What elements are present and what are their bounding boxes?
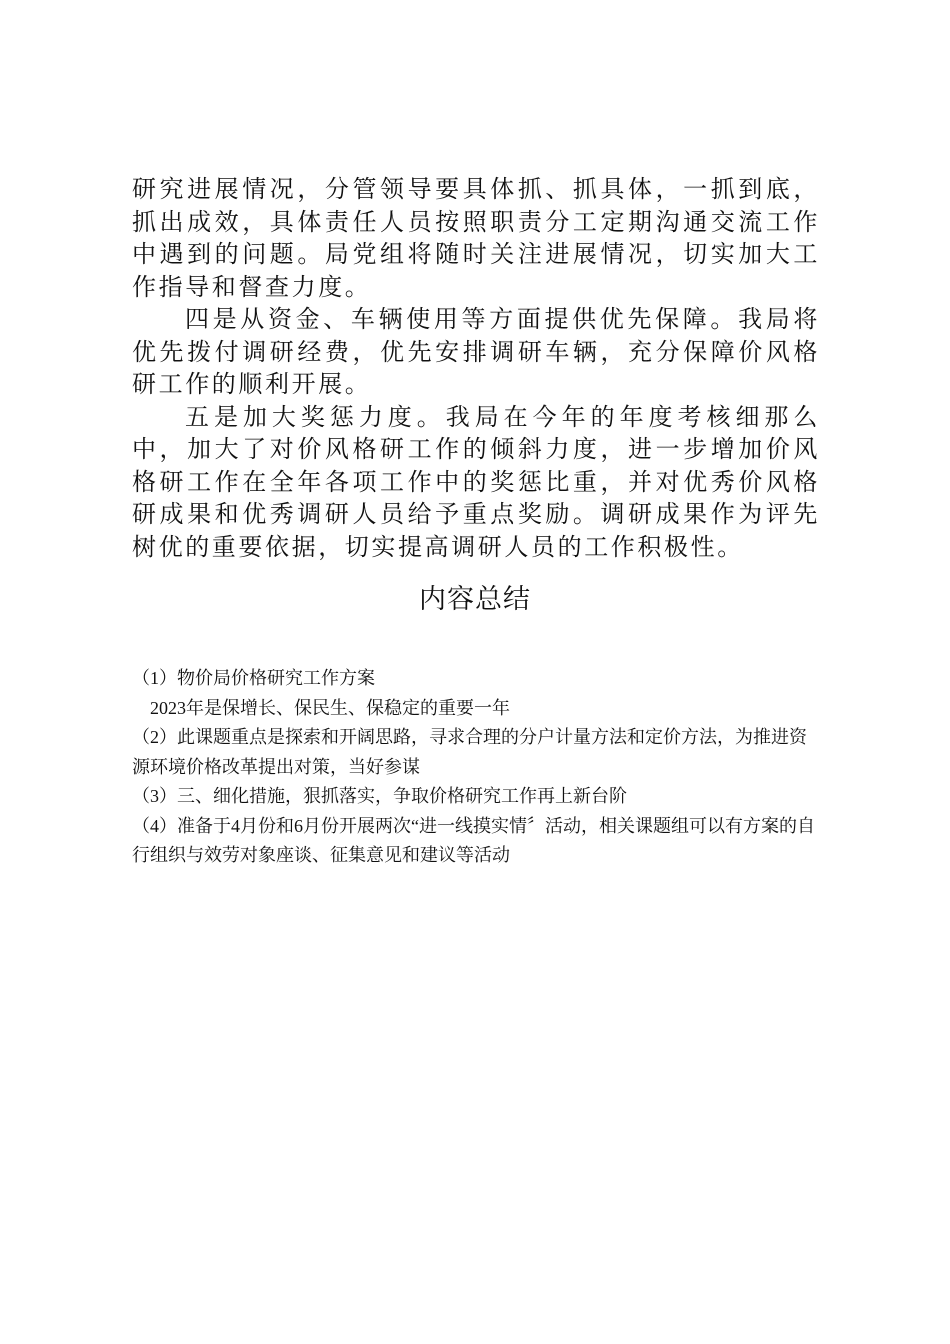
- summary-item: （3）三、细化措施，狠抓落实，争取价格研究工作再上新台阶: [132, 786, 627, 806]
- summary-item: 2023年是保增长、保民生、保稳定的重要一年: [150, 697, 510, 718]
- paragraph-continuation: 研究进展情况，分管领导要具体抓、抓具体，一抓到底，抓出成效，具体责任人员按照职责分工定期沟通交流工作中遇到的问题。局党组将随时关注进展情况，切实加大工作指导和督查力度。: [132, 175, 820, 301]
- summary-item: （1）物价局价格研究工作方案: [132, 668, 375, 688]
- summary-title: 内容总结: [419, 584, 531, 615]
- summary-item: （2）此课题重点是探索和开阔思路，寻求合理的分户计量方法和定价方法，为推进资源环境价格改革提出对策，当好参谋: [132, 727, 807, 777]
- summary-item: （4）准备于4月份和6月份开展两次“进一线摸实情〞活动，相关课题组可以有方案的自行组织与效劳对象座谈、征集意见和建议等活动: [132, 815, 815, 865]
- summary-list: [132, 664, 824, 871]
- body-text: [132, 173, 820, 563]
- paragraph-guarantee: 四是从资金、车辆使用等方面提供优先保障。我局将优先拨付调研经费，优先安排调研车辆，充分保障价风格研工作的顺利开展。: [132, 305, 820, 398]
- paragraph-rewards: 五是加大奖惩力度。我局在今年的年度考核细那么中，加大了对价风格研工作的倾斜力度，进一步增加价风格研工作在全年各项工作中的奖惩比重，并对优秀价风格研成果和优秀调研人员给予重点奖励。调研成果作为评先树优的重要依据，切实提高调研人员的工作积极性。: [132, 402, 820, 561]
